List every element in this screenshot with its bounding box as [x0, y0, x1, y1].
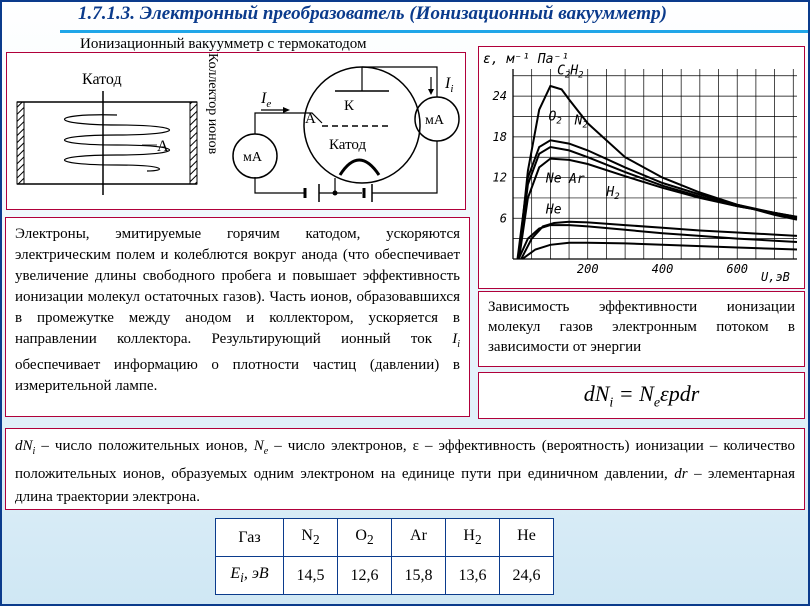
ion-current-symbol: I	[452, 331, 458, 347]
table-gas-o2: $O_2$	[338, 519, 392, 557]
ionization-efficiency-chart	[479, 47, 803, 287]
chart-y-axis-label: ε, м⁻¹ Па⁻¹	[483, 52, 570, 67]
chart-series-label-h2: $H_2$	[606, 184, 620, 202]
formula: $dN_i = N_e\varepsilon pdr$	[583, 381, 700, 411]
table-header-gas: Газ	[216, 519, 284, 557]
chart-series-label-he: He	[545, 202, 562, 218]
chart-series-label-ar: Ar	[569, 172, 585, 187]
chart-x-tick-label: 600	[726, 262, 749, 276]
table-gas-ar: Ar	[392, 519, 446, 557]
description-part-1: Электроны, эмитируемые горячим катодом, ускоряются электрическим полем и колеблются вокруг анода (что обеспечивает увеличение длины свободного пробега и повышает эффективность ионизации молекул остаточных газов). Часть ионов, образовавшихся в промежутке между анодом и коллектором, ускоряется в направлении коллектора. Результирующий ионный ток	[15, 226, 460, 347]
table-value-n2: 14,5	[284, 557, 338, 595]
ionization-chart-panel	[478, 46, 805, 289]
ammeter-left-label: мА	[243, 150, 262, 165]
ion-current-subscript: i	[457, 339, 460, 350]
def-text-3: – элементарная длина траектории электрона.	[15, 466, 795, 505]
chart-series-label-ne: Ne	[545, 171, 562, 187]
chart-series-label-c2h2: $C_2H_2$	[557, 63, 584, 81]
chart-x-tick-label: 200	[576, 262, 599, 276]
chart-series-o2	[518, 140, 798, 259]
def-text-1: – число положительных ионов,	[35, 438, 254, 454]
slide-title: 1.7.1.3. Электронный преобразователь (Ионизационный вакуумметр)	[78, 3, 667, 24]
chart-x-axis-label: U,эВ	[761, 270, 790, 284]
title-underline	[60, 30, 808, 33]
table-row	[216, 557, 554, 595]
description-text	[5, 217, 470, 417]
circuit-diagram-panel	[6, 52, 466, 210]
def-ne-sub: e	[263, 446, 269, 457]
table-value-ar: 15,8	[392, 557, 446, 595]
def-dr: dr	[674, 466, 688, 482]
tube-cathode-label: Катод	[329, 137, 367, 153]
a-label: А	[305, 111, 316, 127]
chart-y-tick-label: 6	[499, 211, 507, 226]
chart-series-h2	[519, 225, 797, 259]
chart-series-label-o2: $O_2$	[548, 109, 562, 127]
def-dni: dN	[15, 438, 33, 454]
formula-box	[478, 372, 805, 419]
def-dni-sub: i	[32, 446, 36, 457]
table-gas-h2: $H_2$	[446, 519, 500, 557]
anode-grid-coil	[65, 115, 170, 171]
ammeter-right-label: мА	[425, 113, 444, 128]
ionization-energy-table	[215, 518, 554, 595]
definitions-text	[5, 428, 805, 510]
description-part-2: обеспечивает информацию о плотности частиц (давлении) в измерительной лампе.	[15, 357, 460, 394]
cathode-label: Катод	[82, 71, 122, 88]
circuit-diagram	[7, 53, 464, 208]
collector-right	[190, 102, 197, 184]
anode-label: А	[157, 138, 169, 155]
ie-label: $I_e$	[261, 90, 272, 110]
chart-x-tick-label: 400	[651, 262, 674, 276]
table-header-row	[216, 519, 554, 557]
chart-y-tick-label: 24	[492, 89, 507, 104]
table-gas-n2: $N_2$	[284, 519, 338, 557]
table-value-he: 24,6	[500, 557, 554, 595]
tube-cathode-arc	[340, 160, 379, 175]
chart-series-label-n2: $N_2$	[574, 113, 588, 131]
chart-caption: Зависимость эффективности ионизации молекул газов электронным потоком в зависимости от энергии	[478, 291, 805, 367]
chart-y-tick-label: 12	[492, 170, 507, 185]
table-gas-he: He	[500, 519, 554, 557]
table-value-h2: 13,6	[446, 557, 500, 595]
chart-y-tick-label: 18	[492, 129, 507, 144]
def-ne: N	[253, 438, 264, 454]
collector-left	[17, 102, 24, 184]
ii-label: $I_i$	[445, 75, 454, 95]
def-text-2: – число электронов, ε – эффективность (вероятность) ионизации – количество положительных ионов, образуемых одним электроном на единице пути при единичном давлении,	[15, 438, 795, 482]
table-header-energy: $E_i$, эВ	[216, 557, 284, 595]
collector-label: Коллектор ионов	[205, 53, 220, 155]
table-value-o2: 12,6	[338, 557, 392, 595]
k-label: К	[344, 98, 355, 114]
diagram-subtitle: Ионизационный вакуумметр с термокатодом	[80, 36, 367, 52]
